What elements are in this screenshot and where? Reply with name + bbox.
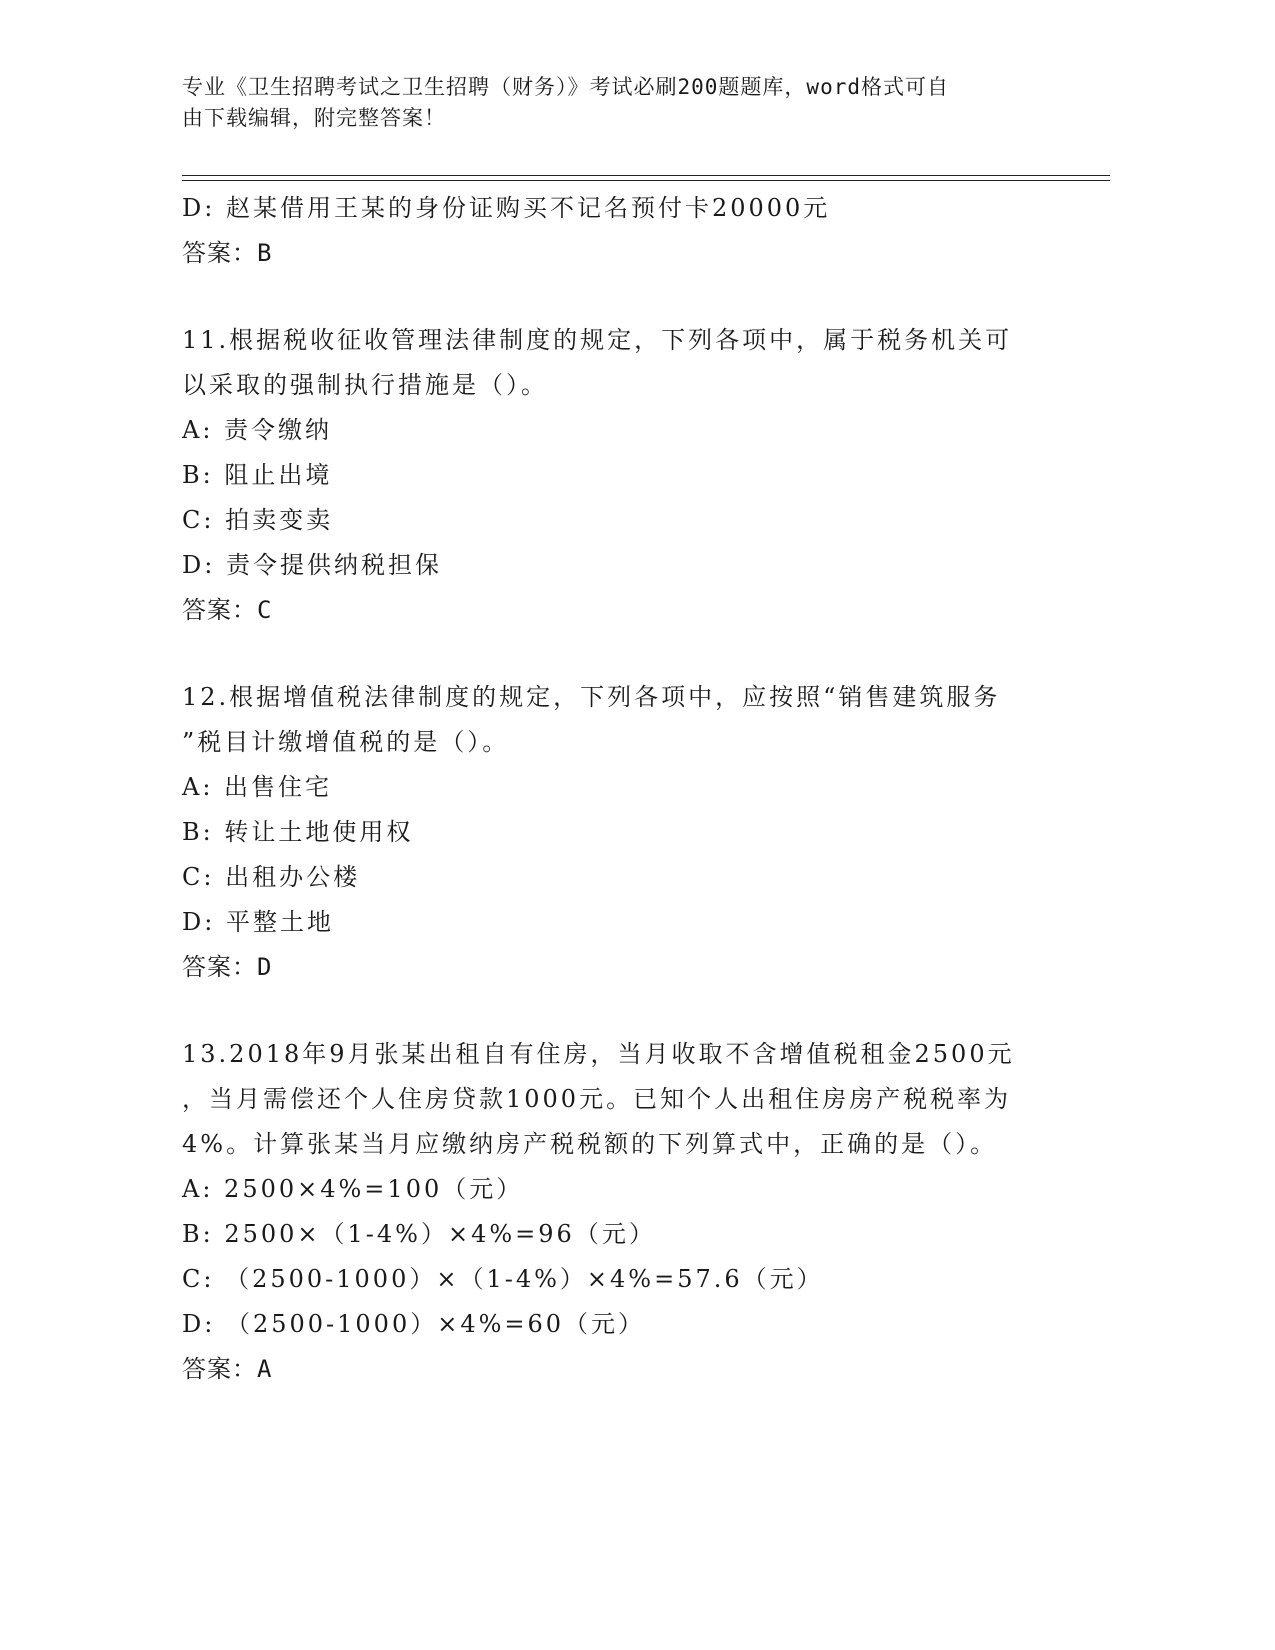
question-13-stem-line-1: 13.2018年9月张某出租自有住房，当月收取不含增值税租金2500元 [182,1040,1015,1068]
document-header [182,72,1062,134]
question-13-stem-line-2: ，当月需偿还个人住房贷款1000元。已知个人出租住房房产税税率为 [182,1085,1012,1113]
question-11-stem-line-1: 11.根据税收征收管理法律制度的规定，下列各项中，属于税务机关可 [182,326,1013,354]
question-12-answer: 答案：D [182,953,273,981]
question-12-option-b: B: 转让土地使用权 [182,818,414,846]
question-11-option-a: A: 责令缴纳 [182,416,333,444]
question-12-option-d: D: 平整土地 [182,908,334,936]
question-12-stem-line-1: 12.根据增值税法律制度的规定，下列各项中，应按照“销售建筑服务 [182,683,1001,711]
question-11 [182,318,1062,633]
spacer [182,990,1062,1032]
question-13-stem-line-3: 4%。计算张某当月应缴纳房产税税额的下列算式中，正确的是（）。 [182,1130,998,1158]
header-divider-top [182,175,1110,176]
question-content [182,186,1062,1392]
question-12-option-c: C: 出租办公楼 [182,863,361,891]
question-12-stem-line-2: ”税目计缴增值税的是（）。 [182,728,510,756]
question-12-option-a: A: 出售住宅 [182,773,333,801]
header-divider-bottom [182,180,1110,181]
prev-answer: 答案：B [182,239,273,267]
question-13 [182,1032,1062,1392]
spacer [182,276,1062,318]
question-13-answer: 答案：A [182,1355,273,1383]
question-11-option-b: B: 阻止出境 [182,461,333,489]
question-11-stem-line-2: 以采取的强制执行措施是（）。 [182,371,548,399]
question-11-option-d: D: 责令提供纳税担保 [182,551,442,579]
question-12 [182,675,1062,990]
question-13-option-c: C: （2500-1000）×（1-4%）×4%=57.6（元） [182,1265,824,1293]
question-13-option-a: A: 2500×4%=100（元） [182,1175,524,1203]
question-13-option-b: B: 2500×（1-4%）×4%=96（元） [182,1220,656,1248]
question-11-answer: 答案：C [182,596,273,624]
spacer [182,633,1062,675]
prev-option-d: D: 赵某借用王某的身份证购买不记名预付卡20000元 [182,194,831,222]
question-13-option-d: D: （2500-1000）×4%=60（元） [182,1310,646,1338]
question-11-option-c: C: 拍卖变卖 [182,506,334,534]
header-line-2: 由下载编辑，附完整答案！ [182,106,446,130]
header-line-1: 专业《卫生招聘考试之卫生招聘（财务）》考试必刷200题题库，word格式可自 [182,75,949,99]
